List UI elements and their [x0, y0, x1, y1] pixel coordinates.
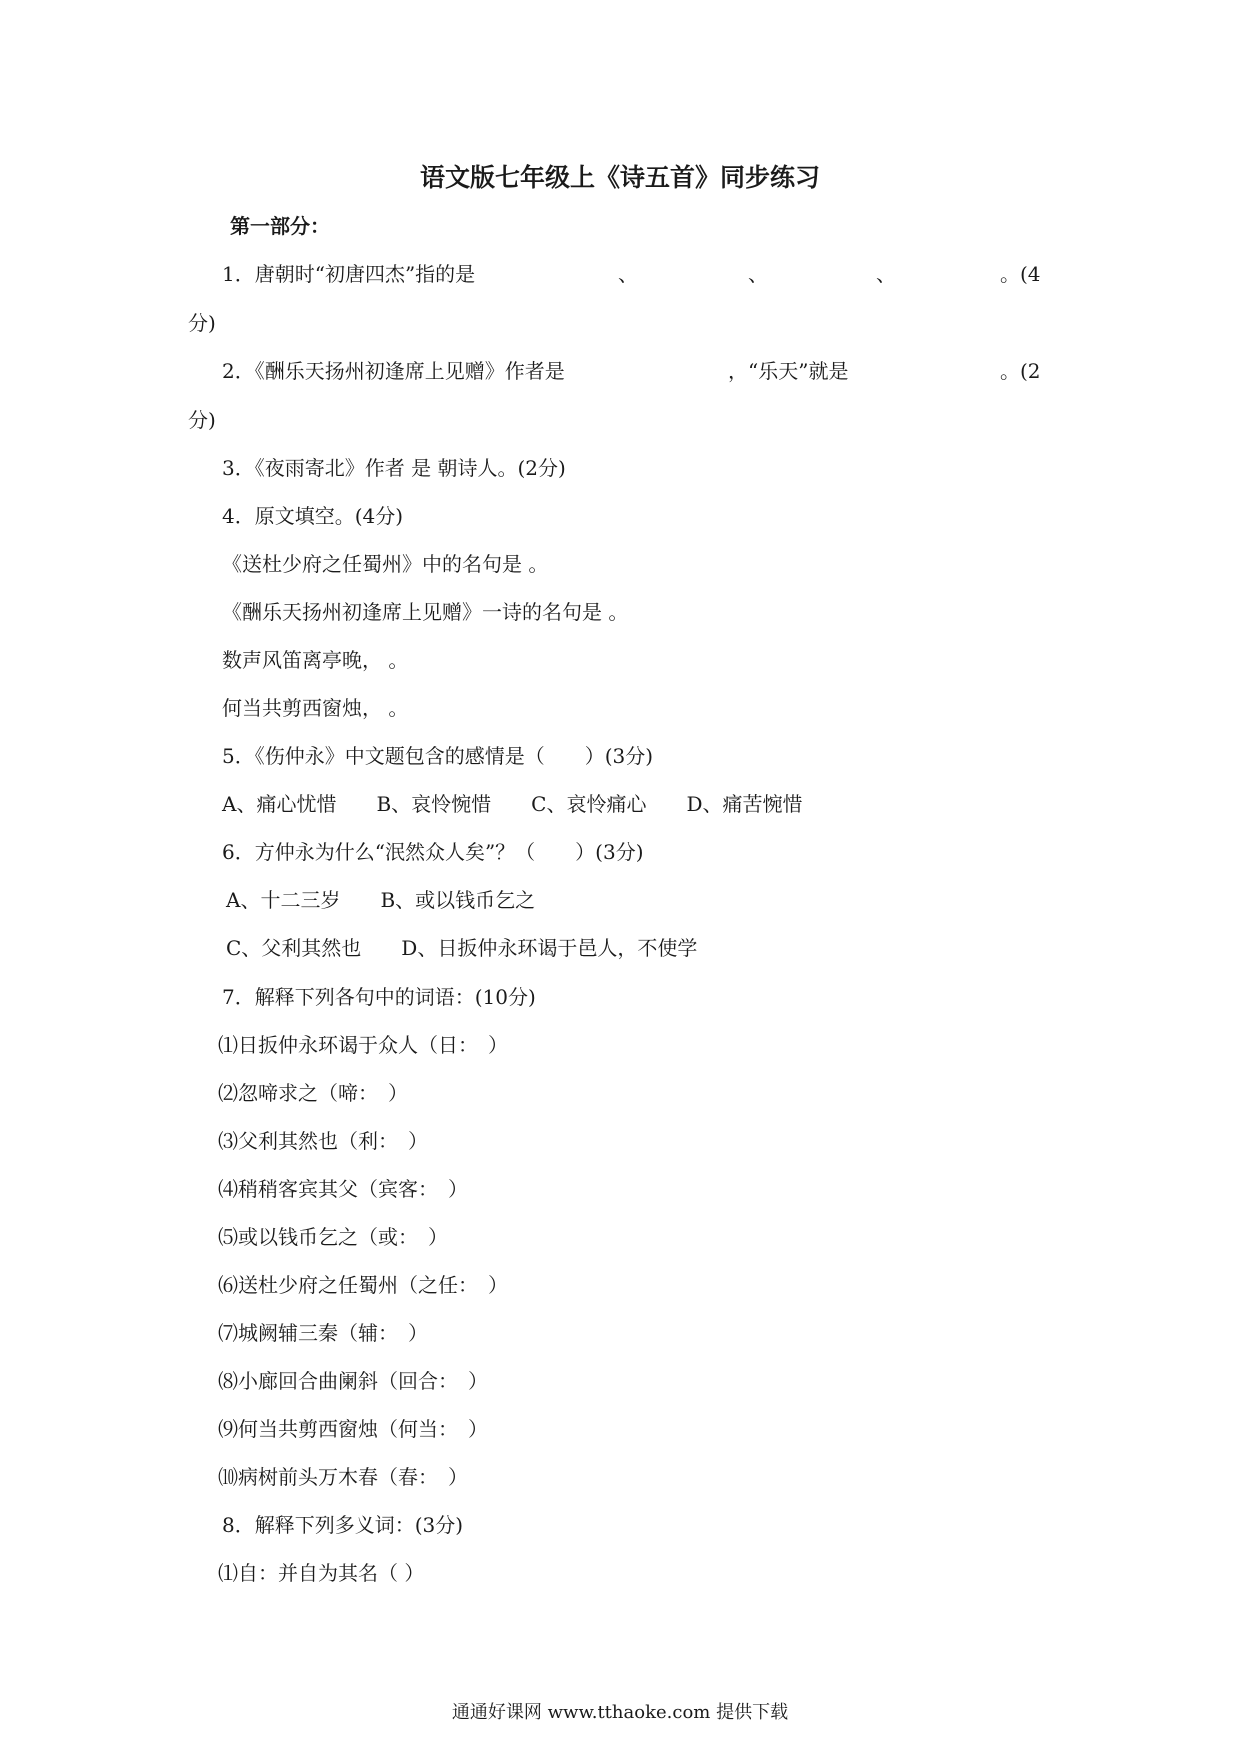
q8-item: ⑴自：并自为其名（ ）: [218, 1561, 425, 1585]
question-5: 5．《伤仲永》中文题包含的感情是（ ）(3分): [222, 744, 654, 768]
q2-score-cont: 分): [188, 408, 216, 432]
q4-item: 《送杜少府之任蜀州》中的名句是 。: [222, 552, 549, 576]
question-6: 6．方仲永为什么“泯然众人矣”？（ ）(3分): [222, 840, 644, 864]
section-heading: 第一部分：: [230, 214, 330, 238]
question-8: 8．解释下列多义词：(3分): [222, 1513, 464, 1537]
q6-options: C、父利其然也 D、日扳仲永环谒于邑人，不使学: [226, 936, 698, 960]
q7-item: ⑶父利其然也（利： ）: [218, 1129, 428, 1153]
q4-item: 数声风笛离亭晚， 。: [222, 648, 409, 672]
q1-separator: 、: [748, 262, 768, 286]
page-footer: 通通好课网 www.tthaoke.com 提供下载: [451, 1702, 789, 1723]
q7-item: ⑸或以钱币乞之（或： ）: [218, 1225, 448, 1249]
q1-score-cont: 分): [188, 311, 216, 335]
q6-options: A、十二三岁 B、或以钱币乞之: [226, 888, 536, 912]
question-4: 4．原文填空。(4分): [222, 504, 404, 528]
q7-item: ⑷稍稍客宾其父（宾客： ）: [218, 1177, 468, 1201]
q4-item: 《酬乐天扬州初逢席上见赠》一诗的名句是 。: [222, 600, 629, 624]
question-7: 7．解释下列各句中的词语：(10分): [222, 985, 536, 1009]
q7-item: ⑼何当共剪西窗烛（何当： ）: [218, 1417, 488, 1441]
q7-item: ⑹送杜少府之任蜀州（之任： ）: [218, 1273, 508, 1297]
q2-middle: ，“乐天”就是: [728, 359, 849, 383]
q7-item: ⑻小廊回合曲阑斜（回合： ）: [218, 1369, 488, 1393]
q1-score: 。(4: [1000, 262, 1041, 286]
question-1: 1．唐朝时“初唐四杰”指的是: [222, 262, 476, 286]
q4-item: 何当共剪西窗烛， 。: [222, 696, 409, 720]
q7-item: ⑽病树前头万木春（春： ）: [218, 1465, 468, 1489]
page-title: 语文版七年级上《诗五首》同步练习: [419, 163, 820, 192]
q5-options: A、痛心忧惜 B、哀怜惋惜 C、哀怜痛心 D、痛苦惋惜: [222, 792, 803, 816]
question-3: 3．《夜雨寄北》作者 是 朝诗人。(2分): [222, 456, 566, 480]
q1-separator: 、: [618, 262, 638, 286]
q7-item: ⑵忽啼求之（啼： ）: [218, 1081, 408, 1105]
question-2: 2．《酬乐天扬州初逢席上见赠》作者是: [222, 359, 565, 383]
q2-score: 。(2: [1000, 359, 1041, 383]
q1-separator: 、: [876, 262, 896, 286]
q7-item: ⑺城阙辅三秦（辅： ）: [218, 1321, 428, 1345]
q7-item: ⑴日扳仲永环谒于众人（日： ）: [218, 1033, 508, 1057]
